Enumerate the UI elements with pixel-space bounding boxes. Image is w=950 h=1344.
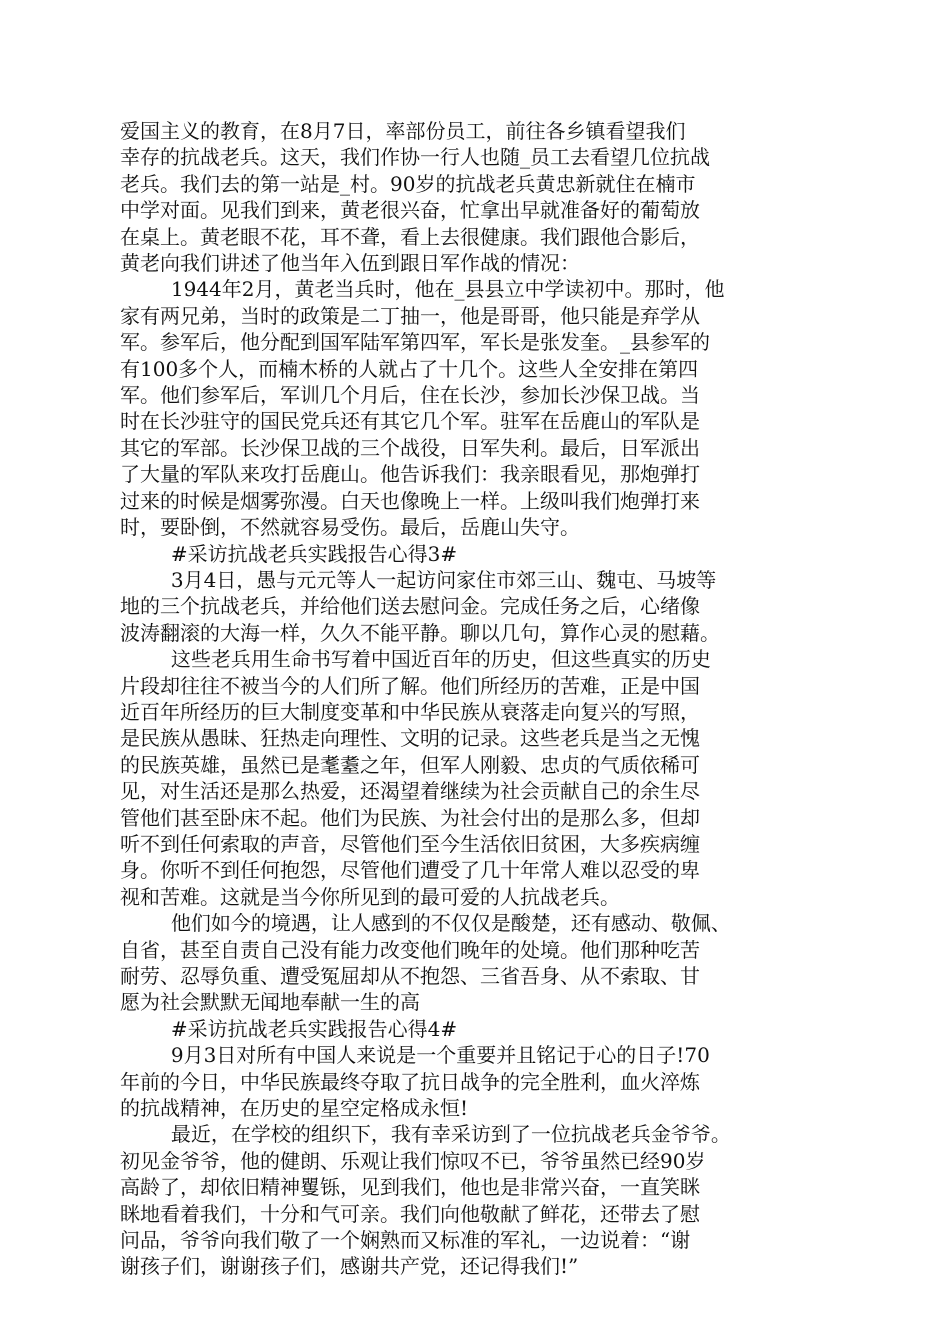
paragraph: 这些老兵用生命书写着中国近百年的历史，但这些真实的历史 片段却往往不被当今的人们所了解。他们所经历的苦难，正是中国 近百年所经历的巨大制度变革和中华民族从衰落走向复兴的写照， 是民族从愚昧、狂热走向理性、文明的记录。这些老兵是当之无愧 的民族英雄，虽然已是耄耋之年，但军人刚毅、忠贞的气质依稀可 见，对生活还是那么热爱，还渴望着继续为社会贡献自己的余生尽 管他们甚至卧床不起。他们为民族、为社会付出的是那么多，但却 听不到任何索取的声音，尽管他们至今生活依旧贫困，大多疾病缠 身。你听不到任何抱怨，尽管他们遭受了几十年常人难以忍受的卑 视和苦难。这就是当今你所见到的最可爱的人抗战老兵。 [120,647,711,909]
document-body [120,118,828,1280]
paragraph: 3月4日，愚与元元等人一起访问家住市郊三山、魏屯、马坡等 地的三个抗战老兵，并给他们送去慰问金。完成任务之后，心绪像 波涛翻滚的大海一样，久久不能平静。聊以几句，算作心灵的慰藉。 [120,567,720,645]
paragraph: 最近，在学校的组织下，我有幸采访到了一位抗战老兵金爷爷。 初见金爷爷，他的健朗、乐观让我们惊叹不已，爷爷虽然已经90岁 高龄了，却依旧精神矍铄，见到我们，他也是非常兴奋，一直笑眯 眯地看着我们，十分和气可亲。我们向他敬献了鲜花，还带去了慰 问品，爷爷向我们敬了一个娴熟而又标准的军礼，一边说着：“谢 谢孩子们，谢谢孩子们，感谢共产党，还记得我们!” [120,1122,731,1279]
paragraph: 1944年2月，黄老当兵时，他在_县县立中学读初中。那时，他 家有两兄弟，当时的政策是二丁抽一，他是哥哥，他只能是弃学从 军。参军后，他分配到国军陆军第四军，军长是张发奎。_县参军的 有100多个人，而楠木桥的人就占了十几个。这些人全安排在第四 军。他们参军后，军训几个月后，住在长沙，参加长沙保卫战。当 时在长沙驻守的国民党兵还有其它几个军。驻军在岳鹿山的军队是 其它的军部。长沙保卫战的三个战役，日军失利。最后，日军派出 了大量的军队来攻打岳鹿山。他告诉我们：我亲眼看见，那炮弹打 过来的时候是烟雾弥漫。白天也像晚上一样。上级叫我们炮弹打来 时，要卧倒，不然就容易受伤。最后，岳鹿山失守。 [120,277,725,540]
paragraph: 爱国主义的教育，在8月7日，率部份员工，前往各乡镇看望我们 幸存的抗战老兵。这天，我们作协一行人也随_员工去看望几位抗战 老兵。我们去的第一站是_村。90岁的抗战老兵黄忠新就住在楠市 中学对面。见我们到来，黄老很兴奋，忙拿出早就准备好的葡萄放 在桌上。黄老眼不花，耳不聋，看上去很健康。我们跟他合影后， 黄老向我们讲述了他当年入伍到跟日军作战的情况： [120,119,710,276]
section-heading: #采访抗战老兵实践报告心得3# [120,541,458,566]
section-heading: #采访抗战老兵实践报告心得4# [120,1016,458,1041]
paragraph: 他们如今的境遇，让人感到的不仅仅是酸楚，还有感动、敬佩、 自省，甚至自责自己没有能力改变他们晚年的处境。他们那种吃苦 耐劳、忍辱负重、遭受冤屈却从不抱怨、三省吾身、从不索取、甘 愿为社会默默无闻地奉献一生的高 [120,911,731,1015]
paragraph: 9月3日对所有中国人来说是一个重要并且铭记于心的日子!70 年前的今日，中华民族最终夺取了抗日战争的完全胜利，血火淬炼 的抗战精神，在历史的星空定格成永恒! [120,1043,710,1121]
